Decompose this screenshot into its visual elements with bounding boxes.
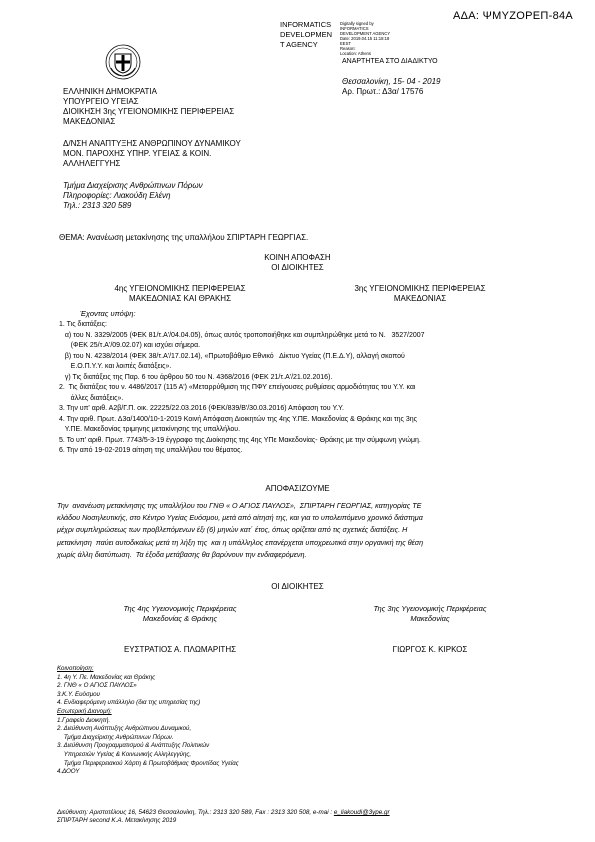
consideration-item: άλλες διατάξεις». bbox=[59, 394, 124, 402]
greek-emblem-icon bbox=[105, 44, 141, 85]
decision-line: κλάδου Νοσηλευτικής, στο Κέντρο Υγείας Ευόσμου, μετά από αίτησή της, και για το υπολειπόμενο χρονικό διάστημα bbox=[57, 513, 423, 523]
consideration-item: 2. Τις διατάξεις του ν. 4486/2017 (115 Α') «Μεταρρύθμιση της ΠΦΥ επείγουσες ρυθμίσεις αρμοδιότητας του Υ.Υ. και bbox=[59, 384, 416, 391]
signatory-right-name: ΓΙΩΡΓΟΣ Κ. ΚΙΡΚΟΣ bbox=[392, 645, 468, 654]
consideration-item: Υ.ΠΕ. Μακεδονίας τριμηνης μετακίνησης της υπαλλήλου. bbox=[59, 426, 241, 433]
signature-line: Μακεδονίας & Θράκης bbox=[142, 614, 218, 623]
joint-decision-heading: ΚΟΙΝΗ ΑΠΟΦΑΣΗ bbox=[264, 253, 331, 262]
signature-line: Της 4ης Υγειονομικής Περιφέρειας bbox=[123, 604, 237, 613]
document-date: Θεσσαλονίκη, 15- 04 - 2019 bbox=[342, 77, 441, 86]
ada-code: ΑΔΑ: ΨΜΥΖΟΡΕΠ-84Α bbox=[453, 10, 574, 22]
department-line: Πληροφορίες: Λιακούδη Ελένη bbox=[63, 191, 171, 200]
authority-line: ΜΑΚΕΔΟΝΙΑΣ bbox=[63, 117, 116, 126]
region-line: 3ης ΥΓΕΙΟΝΟΜΙΚΗΣ ΠΕΡΙΦΕΡΕΙΑΣ bbox=[354, 284, 486, 293]
signature-line: Της 3ης Υγειονομικής Περιφέρειας bbox=[373, 604, 487, 613]
signature-left bbox=[60, 604, 300, 624]
department-contact bbox=[63, 181, 203, 211]
recipient-item: 1. 4η Υ. Πε. Μακεδονίας και Θράκης bbox=[57, 673, 156, 681]
internal-item: 3. Διεύθυνση Προγραμματισμού & Ανάπτυξης Πολιτικών bbox=[57, 742, 210, 750]
authority-line: ΕΛΛΗΝΙΚΗ ΔΗΜΟΚΡΑΤΙΑ bbox=[63, 87, 157, 96]
signature-detail: DEVELOPMENT AGENCY bbox=[340, 31, 391, 36]
decision-line: χωρίς άλλη διατύπωση. Τα έξοδα μετάβασης θα βαρύνουν την ενδιαφερόμενη. bbox=[57, 549, 307, 559]
internal-item: Υπηρεσιών Υγείας & Κοινωνικής Αλληλεγγύης, bbox=[57, 750, 192, 758]
consideration-item: α) του Ν. 3329/2005 (ΦΕΚ 81/τ.Α'/04.04.05), όπως αυτός τροποποιήθηκε και συμπληρώθηκε μετά το Ν. 3527/2007 bbox=[59, 331, 425, 339]
region-line: ΜΑΚΕΔΟΝΙΑΣ ΚΑΙ ΘΡΑΚΗΣ bbox=[128, 294, 232, 303]
signature-detail: EEST bbox=[340, 41, 351, 46]
decision-line: μέχρι συμπληρώσεως των προβλεπόμενων έξι (6) μηνών κατ΄ έτος, όπως ορίζεται από τις σχετικές διατάξεις. Η bbox=[57, 525, 408, 535]
protocol-number: Αρ. Πρωτ.: Δ3α/ 17576 bbox=[342, 87, 424, 96]
internal-item: 4.ΔΟΟΥ bbox=[57, 768, 80, 776]
consideration-item: 5. Το υπ' αριθ. Πρωτ. 7743/5-3-19 έγγραφο της Διοίκησης της 4ης ΥΠε Μακεδονίας- Θράκης με την σύμφωνη γνώμη. bbox=[59, 436, 421, 444]
region-left bbox=[60, 284, 300, 304]
footer-file-name: ΣΠΙΡΤΑΡΗ second Κ.Α. Μετακίνησης 2019 bbox=[57, 817, 177, 824]
directorate-header bbox=[63, 139, 241, 169]
internal-item: Τμήμα Περιφερειακού Χάρτη & Πρωτοβάθμιας Φροντίδας Υγείας bbox=[57, 759, 239, 767]
consideration-item: Ε.Ο.Π.Υ.Υ. και λοιπές διατάξεις». bbox=[59, 363, 172, 370]
authority-line: ΔΙΟΙΚΗΣΗ 3ης ΥΓΕΙΟΝΟΜΙΚΗΣ ΠΕΡΙΦΕΡΕΙΑΣ bbox=[63, 107, 235, 116]
consideration-item: γ) Τις διατάξεις της Παρ. 6 του άρθρου 50 του Ν. 4368/2016 (ΦΕΚ 21/τ.Α'/21.02.2016). bbox=[59, 373, 333, 381]
signature-line: Μακεδονίας bbox=[410, 614, 450, 623]
directorate-line: ΜΟΝ. ΠΑΡΟΧΗΣ ΥΠΗΡ. ΥΓΕΙΑΣ & ΚΟΙΝ. bbox=[63, 149, 212, 158]
joint-decision-title bbox=[0, 253, 595, 273]
directorate-line: Δ/ΝΣΗ ΑΝΑΠΤΥΞΗΣ ΑΝΘΡΩΠΙΝΟΥ ΔΥΝΑΜΙΚΟΥ bbox=[63, 139, 241, 148]
signature-detail: Digitally signed by bbox=[340, 21, 374, 26]
signature-detail: INFORMATICS bbox=[340, 26, 369, 31]
consideration-item: 6. Την από 19-02-2019 αίτηση της υπαλλήλου του θέματος. bbox=[59, 447, 243, 454]
region-line: ΜΑΚΕΔΟΝΙΑΣ bbox=[393, 294, 447, 303]
consideration-item: (ΦΕΚ 25/τ.Α'/09.02.07) και ισχύει σήμερα. bbox=[59, 342, 201, 349]
distribution-list bbox=[57, 665, 239, 777]
posted-notice: ΑΝΑΡΤΗΤΕΑ ΣΤΟ ΔΙΑΔΙΚΤΥΟ bbox=[342, 58, 438, 65]
decision-line: Την ανανέωση μετακίνησης της υπαλλήλου του ΓΝΘ « Ο ΑΓΙΟΣ ΠΑΥΛΟΣ», ΣΠΙΡΤΑΡΗ ΓΕΩΡΓΙΑΣ, κατηγορίας ΤΕ bbox=[57, 501, 422, 510]
department-line: Τμήμα Διαχείρισης Ανθρώπινων Πόρων bbox=[63, 181, 203, 190]
footer-email-link[interactable]: e_liakoudi@3ype.gr bbox=[333, 809, 390, 816]
directors-heading: ΟΙ ΔΙΟΙΚΗΤΕΣ bbox=[271, 263, 324, 272]
consideration-item: 1. Τις διατάξεις: bbox=[59, 321, 107, 328]
signature-detail: Date: 2019.04.15 11:18:18 bbox=[340, 36, 390, 41]
having-regard: Έχοντας υπόψη: bbox=[80, 309, 136, 318]
signing-agency bbox=[280, 20, 332, 50]
internal-item: Τμήμα Διαχείρισης Ανθρώπινων Πόρων. bbox=[57, 733, 174, 741]
authority-line: ΥΠΟΥΡΓΕΙΟ ΥΓΕΙΑΣ bbox=[63, 97, 139, 106]
agency-name-line: INFORMATICS bbox=[280, 20, 332, 29]
decide-title: ΑΠΟΦΑΣΙΖΟΥΜΕ bbox=[265, 484, 330, 493]
signature-right bbox=[310, 604, 550, 624]
signature-detail: Reason: bbox=[340, 46, 356, 51]
consideration-item: 3. Την υπ' αριθ. Α2β/Γ.Π. οικ. 22225/22.03.2016 (ΦΕΚ/839/Β'/30.03.2016) Απόφαση του Υ.Υ. bbox=[59, 405, 344, 412]
signatory-left-name: ΕΥΣΤΡΑΤΙΟΣ Α. ΠΛΩΜΑΡΙΤΗΣ bbox=[123, 645, 237, 654]
agency-name-line: T AGENCY bbox=[280, 40, 318, 49]
footer-address-text: Διεύθυνση: Αριστοτέλους 16, 54623 Θεσσαλονίκη, Τηλ.: 2313 320 589, Fax : 2313 320 508, e-mai : bbox=[57, 809, 334, 816]
department-line: Τηλ.: 2313 320 589 bbox=[63, 201, 132, 210]
authority-header bbox=[63, 87, 234, 127]
recipient-item: 2. ΓΝΘ « Ο ΑΓΙΟΣ ΠΑΥΛΟΣ» bbox=[57, 682, 137, 690]
recipient-item: 4. Ενδιαφερόμενη υπάλληλο (δια της υπηρεσίας της) bbox=[57, 699, 201, 707]
region-line: 4ης ΥΓΕΙΟΝΟΜΙΚΗΣ ΠΕΡΙΦΕΡΕΙΑΣ bbox=[114, 284, 246, 293]
agency-name-line: DEVELOPMEN bbox=[280, 30, 333, 39]
decision-text bbox=[57, 500, 423, 561]
considerations-list bbox=[59, 320, 425, 457]
recipients-heading: Κοινοποίηση: bbox=[57, 665, 94, 672]
internal-heading: Εσωτερική Διανομή: bbox=[57, 707, 112, 715]
consideration-item: β) του Ν. 4238/2014 (ΦΕΚ 38/τ.Α'/17.02.14), «Πρωτοβάθμιο Εθνικό Δίκτυο Υγείας (Π.Ε.Δ.Υ), αλλαγή σκοπού bbox=[59, 352, 405, 360]
recipient-item: 3.Κ.Υ. Ευόσμου bbox=[57, 690, 100, 698]
footer-address bbox=[57, 809, 390, 817]
internal-item: 1.Γραφείο Διοικητή. bbox=[57, 716, 111, 724]
region-right bbox=[300, 284, 540, 304]
digital-signature-details bbox=[340, 21, 390, 56]
internal-item: 2. Διεύθυνση Ανάπτυξης Ανθρώπινου Δυναμικού, bbox=[57, 725, 192, 733]
consideration-item: 4. Την αριθ. Πρωτ. Δ3α/1400/10-1-2019 Κοινή Απόφαση Διοικητών της 4ης Υ.ΠΕ. Μακεδονίας & Θράκης και της 3ης bbox=[59, 415, 418, 423]
subject-line: ΘΕΜΑ: Ανανέωση μετακίνησης της υπαλλήλου ΣΠΙΡΤΑΡΗ ΓΕΩΡΓΙΑΣ. bbox=[59, 233, 309, 242]
signature-detail: Location: Athens bbox=[340, 51, 371, 56]
directors-title: ΟΙ ΔΙΟΙΚΗΤΕΣ bbox=[271, 582, 324, 591]
decision-line: μετακίνηση παύει αυτοδικαίως μετά τη λήξη της και η υπάλληλος επανέρχεται υποχρεωτικά στην οργανική της θέση bbox=[57, 537, 424, 547]
directorate-line: ΑΛΛΗΛΕΓΓΥΗΣ bbox=[63, 159, 121, 168]
